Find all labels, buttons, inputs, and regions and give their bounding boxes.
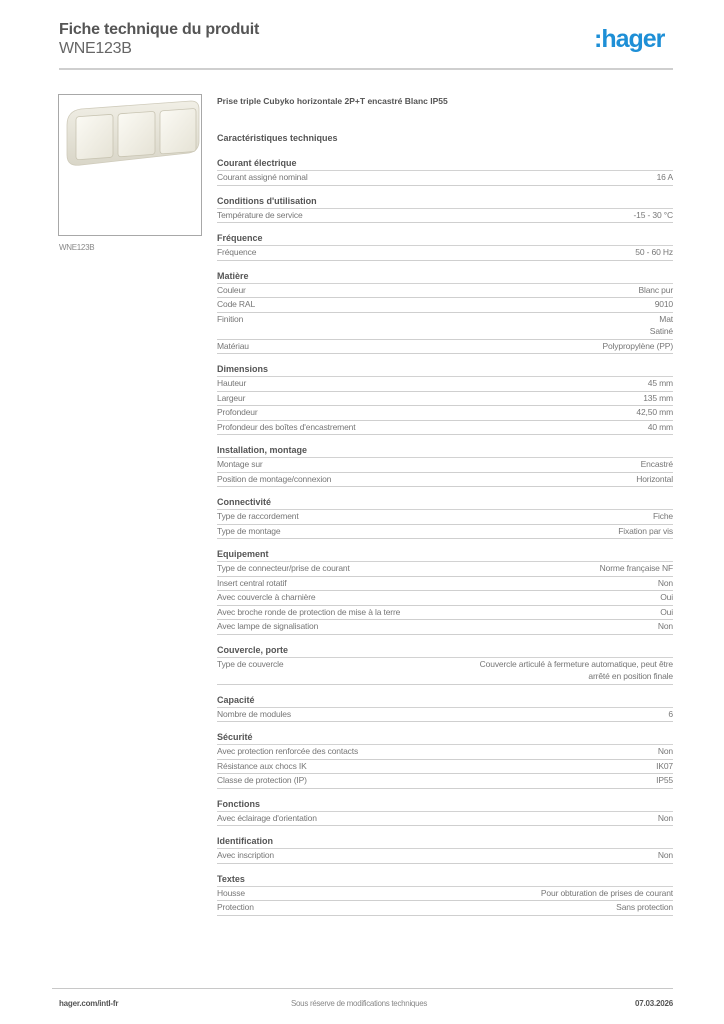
spec-value-line: IK07	[656, 760, 673, 771]
spec-group-title: Matière	[217, 270, 673, 284]
spec-row	[217, 812, 673, 827]
spec-group-title: Conditions d'utilisation	[217, 195, 673, 209]
spec-label: Avec couvercle à charnière	[217, 592, 316, 602]
spec-value	[618, 525, 673, 538]
spec-value-line: 50 - 60 Hz	[635, 247, 673, 257]
spec-group	[217, 232, 673, 261]
spec-group-title: Equipement	[217, 548, 673, 562]
spec-value-line: Mat	[659, 313, 673, 324]
spec-row	[217, 708, 673, 723]
spec-group	[217, 195, 673, 224]
spec-value	[668, 708, 673, 721]
spec-value-line: 6	[668, 708, 673, 719]
spec-value	[636, 473, 673, 486]
spec-label: Finition	[217, 313, 244, 324]
spec-row	[217, 760, 673, 775]
specifications	[217, 95, 673, 925]
spec-row	[217, 298, 673, 313]
spec-value	[616, 901, 673, 914]
spec-value-line: Pour obturation de prises de courant	[540, 887, 673, 898]
spec-group-title: Textes	[217, 873, 673, 887]
spec-value-line: 9010	[654, 299, 673, 309]
spec-label: Protection	[217, 902, 254, 912]
spec-row	[217, 392, 673, 407]
spec-group-title: Connectivité	[217, 496, 673, 510]
spec-value-line: Fiche	[652, 511, 673, 521]
footer-date: 07.03.2026	[634, 999, 673, 1008]
spec-label: Profondeur des boîtes d'encastrement	[217, 421, 356, 432]
footer-disclaimer: Sous réserve de modifications techniques	[291, 999, 428, 1008]
spec-group	[217, 835, 673, 864]
spec-label: Type de connecteur/prise de courant	[217, 563, 350, 573]
spec-row	[217, 377, 673, 392]
spec-value-line: Satiné	[649, 326, 673, 336]
spec-label: Avec éclairage d'orientation	[217, 812, 317, 823]
spec-group-title: Fonctions	[217, 798, 673, 812]
spec-label: Avec lampe de signalisation	[217, 621, 319, 631]
spec-value-line: 16 A	[656, 172, 673, 182]
spec-label: Insert central rotatif	[217, 577, 287, 588]
spec-value-line: Non	[657, 850, 673, 860]
spec-label: Avec broche ronde de protection de mise à la terre	[217, 606, 401, 617]
spec-row	[217, 171, 673, 186]
spec-row	[217, 313, 673, 340]
spec-row	[217, 577, 673, 592]
spec-value	[650, 313, 673, 338]
spec-row	[217, 774, 673, 789]
product-image	[58, 94, 202, 236]
spec-group	[217, 798, 673, 827]
spec-value-line: Oui	[660, 592, 673, 602]
spec-value	[635, 246, 673, 259]
spec-value	[658, 745, 673, 758]
section-heading: Caractéristiques techniques	[217, 133, 338, 143]
spec-label: Température de service	[217, 209, 303, 220]
spec-label: Fréquence	[217, 247, 257, 257]
spec-group-title: Identification	[217, 835, 673, 849]
spec-value	[600, 562, 673, 575]
footer-website-link[interactable]: hager.com/intl-fr	[59, 999, 119, 1008]
spec-label: Montage sur	[217, 459, 263, 469]
spec-value	[638, 284, 673, 297]
spec-value-line: 42,50 mm	[636, 407, 673, 417]
spec-value	[648, 377, 673, 390]
spec-value-line: 135 mm	[643, 392, 673, 403]
spec-value	[633, 209, 673, 222]
spec-label: Housse	[217, 887, 245, 898]
spec-value-line: Horizontal	[636, 473, 673, 484]
spec-value-line: 45 mm	[647, 378, 673, 388]
spec-value-line: Non	[657, 746, 673, 756]
spec-label: Résistance aux chocs IK	[217, 760, 307, 771]
spec-label: Courant assigné nominal	[217, 172, 308, 182]
spec-row	[217, 406, 673, 421]
product-code: WNE123B	[59, 40, 132, 57]
spec-label: Hauteur	[217, 378, 247, 388]
spec-value-line: Fixation par vis	[618, 525, 673, 536]
spec-label: Type de montage	[217, 525, 281, 536]
spec-label: Largeur	[217, 392, 246, 403]
spec-label: Type de raccordement	[217, 511, 299, 521]
spec-group-title: Dimensions	[217, 363, 673, 377]
spec-value	[641, 458, 673, 471]
spec-row	[217, 421, 673, 436]
spec-value	[660, 606, 673, 619]
spec-value-line: Encastré	[640, 459, 673, 469]
spec-value	[480, 658, 673, 683]
spec-value	[636, 406, 673, 419]
spec-row	[217, 209, 673, 224]
product-name: Prise triple Cubyko horizontale 2P+T encastré Blanc IP55	[217, 96, 448, 106]
spec-group	[217, 270, 673, 355]
spec-row	[217, 510, 673, 525]
spec-row	[217, 473, 673, 488]
spec-row	[217, 901, 673, 916]
spec-value	[541, 887, 673, 900]
spec-value	[648, 421, 673, 434]
spec-value-line: IP55	[656, 775, 673, 785]
spec-row	[217, 620, 673, 635]
spec-value	[655, 298, 673, 311]
spec-value	[653, 510, 673, 523]
spec-group-title: Fréquence	[217, 232, 673, 246]
spec-row	[217, 591, 673, 606]
spec-value	[658, 577, 673, 590]
spec-row	[217, 562, 673, 577]
spec-value	[656, 774, 673, 787]
spec-group	[217, 548, 673, 635]
footer-divider	[52, 988, 673, 989]
spec-row	[217, 458, 673, 473]
spec-label: Classe de protection (IP)	[217, 775, 307, 785]
spec-value	[656, 760, 673, 773]
spec-row	[217, 745, 673, 760]
spec-group	[217, 731, 673, 789]
spec-label: Avec inscription	[217, 850, 274, 860]
image-caption: WNE123B	[59, 243, 95, 252]
spec-groups	[217, 157, 673, 916]
spec-group-title: Installation, montage	[217, 444, 673, 458]
spec-value-line: Non	[657, 621, 673, 631]
spec-group	[217, 873, 673, 916]
spec-value-line: -15 - 30 °C	[633, 209, 673, 220]
spec-group	[217, 694, 673, 723]
spec-value	[658, 849, 673, 862]
spec-label: Matériau	[217, 340, 249, 351]
spec-value-line: Non	[657, 577, 673, 588]
spec-row	[217, 606, 673, 621]
spec-label: Code RAL	[217, 299, 256, 309]
spec-group	[217, 363, 673, 435]
spec-row	[217, 658, 673, 685]
spec-value-line: 40 mm	[647, 421, 673, 432]
spec-label: Avec protection renforcée des contacts	[217, 746, 359, 756]
spec-row	[217, 246, 673, 261]
spec-value	[658, 620, 673, 633]
spec-value-line: Couvercle articulé à fermeture automatique, peut être	[479, 658, 673, 669]
spec-group-title: Sécurité	[217, 731, 673, 745]
spec-value	[602, 340, 673, 353]
socket-illustration-icon	[59, 95, 201, 235]
page-title: Fiche technique du produit	[59, 21, 260, 38]
spec-group	[217, 644, 673, 685]
spec-label: Nombre de modules	[217, 708, 291, 719]
spec-value-line: Norme française NF	[599, 563, 673, 573]
spec-group	[217, 444, 673, 487]
spec-group-title: Capacité	[217, 694, 673, 708]
spec-label: Position de montage/connexion	[217, 473, 332, 484]
spec-row	[217, 340, 673, 355]
page-header	[59, 21, 259, 58]
hager-logo: :hager	[594, 25, 665, 53]
spec-group-title: Couvercle, porte	[217, 644, 673, 658]
spec-value-line: arrêté en position finale	[588, 671, 673, 681]
spec-label: Couleur	[217, 284, 246, 295]
spec-value-line: Polypropylène (PP)	[602, 340, 673, 351]
spec-value	[657, 171, 673, 184]
spec-value-line: Blanc pur	[638, 284, 673, 295]
spec-row	[217, 525, 673, 540]
spec-row	[217, 849, 673, 864]
spec-label: Profondeur	[217, 407, 258, 417]
spec-group	[217, 496, 673, 539]
spec-value-line: Sans protection	[616, 902, 673, 912]
spec-value-line: Non	[657, 812, 673, 823]
spec-label: Type de couvercle	[217, 658, 284, 669]
header-divider	[59, 68, 673, 70]
spec-group-title: Courant électrique	[217, 157, 673, 171]
spec-row	[217, 887, 673, 902]
spec-group	[217, 157, 673, 186]
spec-value	[660, 591, 673, 604]
spec-row	[217, 284, 673, 299]
spec-value	[658, 812, 673, 825]
spec-value-line: Oui	[660, 606, 673, 617]
spec-value	[643, 392, 673, 405]
